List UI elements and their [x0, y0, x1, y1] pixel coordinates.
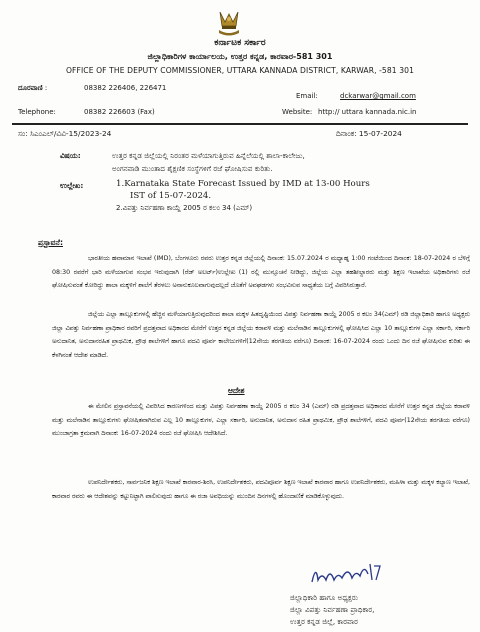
order-date: ದಿನಾಂಕ: 15-07-2024 — [336, 129, 402, 138]
email-label: Email: — [296, 92, 318, 100]
signatory-title: ಜಿಲ್ಲಾಧಿಕಾರಿ ಹಾಗೂ ಅಧ್ಯಕ್ಷರು — [290, 593, 359, 602]
phone-label: ದೂರವಾಣಿ : — [18, 84, 48, 92]
website-url[interactable]: http:// uttara kannada.nic.in — [318, 108, 417, 116]
reference-item-1-cont: IST of 15-07-2024. — [130, 191, 212, 201]
preamble-paragraph-1: ಭಾರತೀಯ ಹವಾಮಾನ ಇಲಾಖೆ (IMD), ಬೆಂಗಳೂರು ರವರು ಉತ್ತರ ಕನ್ನಡ ಜಿಲ್ಲೆಯಲ್ಲಿ ದಿನಾಂಕ: 15.07.2024 ರ ಮಧ್ಯಾಹ್ನ 1:00 ಗಂಟೆಯಿಂದ ದಿನಾಂಕ: 18-07-2024 ರ ಬೆಳಿಗ್ಗೆ 08:30 ರವರೆಗೆ ಭಾರಿ ಮಳೆಯಾಗುವ ಸಂಭವ ಇರುವುದಾಗಿ (ರೆಡ್ ಅಲರ್ಟ್)ಉಲ್ಲೇಖ (1) ರಲ್ಲಿ ಮುನ್ಸೂಚನೆ ನೀಡಿದ್ದು, ಜಿಲ್ಲೆಯ ಎಲ್ಲಾ ತಹಶೀಲ್ದಾರರು ಮತ್ತು ಶಿಕ್ಷಣ ಇಲಾಖೆಯ ಅಧಿಕಾರಿಗಳು ರಜೆ ಘೋಷಿಸುವಂತೆ ಕೋರಿದ್ದು ಶಾಲಾ ಮಕ್ಕಳಿಗೆ ಶಾಲೆಗೆ ತೆರಳಲು ಅನಾನುಕೂಲವಾಗುವುದಲ್ಲದೆ ಜೊತೆಗೆ ಅವಘಡಗಳು ಸಂಭವಿಸುವ ಸಾಧ್ಯತೆಯ ಬಗ್ಗೆ ವಿವರಿಸಿರುತ್ತಾರೆ. — [52, 255, 470, 290]
subject-line-1: ಉತ್ತರ ಕನ್ನಡ ಜಿಲ್ಲೆಯಲ್ಲಿ ನಿರಂತರ ಮಳೆಯಾಗುತ್ತಿರುವ ಹಿನ್ನೆಲೆಯಲ್ಲಿ ಶಾಲಾ-ಕಾಲೇಜು, — [112, 151, 305, 160]
signatory-authority: ಜಿಲ್ಲಾ ವಿಪತ್ತು ನಿರ್ವಹಣಾ ಪ್ರಾಧಿಕಾರ, — [290, 605, 375, 614]
references-label: ಉಲ್ಲೇಖ: — [60, 181, 84, 190]
subject-label: ವಿಷಯ: — [60, 151, 81, 160]
order-heading: ಆದೇಶ — [228, 386, 245, 395]
fax-number: 08382 226603 (Fax) — [84, 108, 155, 116]
office-title-kannada: ಜಿಲ್ಲಾಧಿಕಾರಿಗಳ ಕಾರ್ಯಾಲಯ, ಉತ್ತರ ಕನ್ನಡ, ಕಾರವಾರ-581 301 — [147, 52, 333, 61]
handwritten-signature — [308, 558, 384, 588]
reference-item-1: 1.Karnataka State Forecast Issued by IMD at 13-00 Hours — [116, 179, 370, 189]
signatory-district: ಉತ್ತರ ಕನ್ನಡ ಜಿಲ್ಲೆ, ಕಾರವಾರ — [290, 617, 358, 626]
office-title-english: OFFICE OF THE DEPUTY COMMISSIONER, UTTARA KANNADA DISTRICT, KARWAR, -581 301 — [65, 66, 415, 75]
website-label: Website: — [282, 108, 313, 116]
header-divider — [12, 123, 468, 125]
telephone-label: Telephone: — [18, 108, 56, 116]
state-title: ಕರ್ನಾಟಕ ಸರ್ಕಾರ — [214, 38, 266, 48]
preamble-heading: ಪ್ರಸ್ತಾವನೆ: — [38, 238, 63, 247]
state-emblem-icon — [216, 8, 242, 38]
subject-text — [112, 149, 480, 175]
order-paragraph-1: ಈ ಮೇಲಿನ ಪ್ರಸ್ತಾವನೆಯಲ್ಲಿ ವಿವರಿಸಿದ ಕಾರಣಗಳಿಂದ ಮತ್ತು ವಿಪತ್ತು ನಿರ್ವಹಣಾ ಕಾಯ್ದೆ 2005 ರ ಕಲಂ 34 (ಎಮ್) ರಡಿ ಪ್ರದತ್ತವಾದ ಅಧಿಕಾರದ ಮೇರೆಗೆ ಉತ್ತರ ಕನ್ನಡ ಜಿಲ್ಲೆಯ ಕರಾವಳಿ ಮತ್ತು ಮಲೆನಾಡಿನ ತಾಲ್ಲೂಕುಗಳು ಘೋಷಿತವಾಗಿರುವ ಎಲ್ಲ 10 ತಾಲ್ಲೂಕುಗಳ, ಎಲ್ಲಾ ಸರ್ಕಾರಿ, ಅನುದಾನಿತ, ಅನುದಾನ ರಹಿತ ಪ್ರಾಥಮಿಕ, ಪ್ರೌಢ ಶಾಲೆಗಳಿಗೆ, ಪದವಿ ಪೂರ್ವ(12ನೇಯ ತರಗತಿಯ ವರೆಗೂ) ಮುಂಜಾಗ್ರತಾ ಕ್ರಮವಾಗಿ ದಿನಾಂಕ: 16-07-2024 ರಂದು ರಜೆ ಘೋಷಿಸಿ ಆದೇಶಿಸಿದೆ. — [52, 403, 470, 438]
email-address[interactable]: dckarwar@gmail.com — [340, 92, 416, 100]
references-list — [116, 178, 370, 214]
order-paragraph-2: ಉಪನಿರ್ದೇಶಕರು, ಸಾರ್ವಜನಿಕ ಶಿಕ್ಷಣ ಇಲಾಖೆ ಕಾರವಾರ-ಶಿರಸಿ, ಉಪನಿರ್ದೇಶಕರು, ಪದವಿಪೂರ್ವ ಶಿಕ್ಷಣ ಇಲಾಖೆ ಕಾರವಾರ ಹಾಗೂ ಉಪನಿರ್ದೇಶಕರು, ಮಹಿಳಾ ಮತ್ತು ಮಕ್ಕಳ ಕಲ್ಯಾಣ ಇಲಾಖೆ, ಕಾರವಾರ ರವರು ಈ ಆದೇಶವನ್ನು ಕಟ್ಟುನಿಟ್ಟಾಗಿ ಪಾಲಿಸುವುದು ಹಾಗೂ ಈ ರಜಾ ಅವಧಿಯನ್ನು ಮುಂದಿನ ದಿನಗಳಲ್ಲಿ ಹೊಂದಾಣಿಕೆ ಮಾಡಿಕೊಳ್ಳುವುದು. — [52, 479, 470, 500]
reference-number: ಸಂ: ಸಿಎಂಎಲ್/ವಿವಿ-15/2023-24 — [18, 129, 112, 138]
preamble-paragraph-2: ಜಿಲ್ಲೆಯ ಎಲ್ಲಾ ತಾಲ್ಲೂಕುಗಳಲ್ಲಿ ಹೆಚ್ಚಿನ ಮಳೆಯಾಗುತ್ತಿರುವುದರಿಂದ ಶಾಲಾ ಮಕ್ಕಳ ಹಿತದೃಷ್ಟಿಯಿಂದ ವಿಪತ್ತು ನಿರ್ವಹಣಾ ಕಾಯ್ದೆ 2005 ರ ಕಲಂ 34(ಎಮ್) ರಡಿ ಜಿಲ್ಲಾಧಿಕಾರಿ ಹಾಗೂ ಅಧ್ಯಕ್ಷರು ಜಿಲ್ಲಾ ವಿಪತ್ತು ನಿರ್ವಹಣಾ ಪ್ರಾಧಿಕಾರ ರವರಿಗೆ ಪ್ರದತ್ತವಾದ ಅಧಿಕಾರದ ಮೇರೆಗೆ ಉತ್ತರ ಕನ್ನಡ ಜಿಲ್ಲೆಯ ಕರಾವಳಿ ಮತ್ತು ಮಲೆನಾಡಿನ ತಾಲ್ಲೂಕುಗಳಲ್ಲಿ ಘೋಷಿಸಿದ ಎಲ್ಲಾ 10 ತಾಲ್ಲೂಕುಗಳ ಎಲ್ಲಾ ಸರ್ಕಾರಿ, ಸರ್ಕಾರಿ ಅನುದಾನಿತ, ಅನುದಾನರಹಿತ ಪ್ರಾಥಮಿಕ, ಪ್ರೌಢ ಶಾಲೆಗಳಿಗೆ ಹಾಗೂ ಪದವಿ ಪೂರ್ವ ಕಾಲೇಜುಗಳಿಗೆ(12ನೇಯ ತರಗತಿಯ ವರೆಗೂ) ದಿನಾಂಕ: 16-07-2024 ರಂದು ಒಂದು ದಿನ ರಜೆ ಘೋಷಿಸುವ ಕುರಿತು ಈ ಕೆಳಗಿನಂತೆ ಆದೇಶ ಮಾಡಿದೆ. — [52, 311, 470, 359]
reference-item-2: 2.ವಿಪತ್ತು ನಿರ್ವಹಣಾ ಕಾಯ್ದೆ 2005 ರ ಕಲಂ 34 (ಎಮ್) — [116, 204, 253, 212]
phone-numbers: 08382 226406, 226471 — [84, 84, 167, 92]
subject-line-2: ಅಂಗನವಾಡಿ ಮುಂತಾದ ಶೈಕ್ಷಣಿಕ ಸಂಸ್ಥೆಗಳಿಗೆ ರಜೆ ಘೋಷಿಸುವ ಕುರಿತು. — [112, 164, 273, 173]
